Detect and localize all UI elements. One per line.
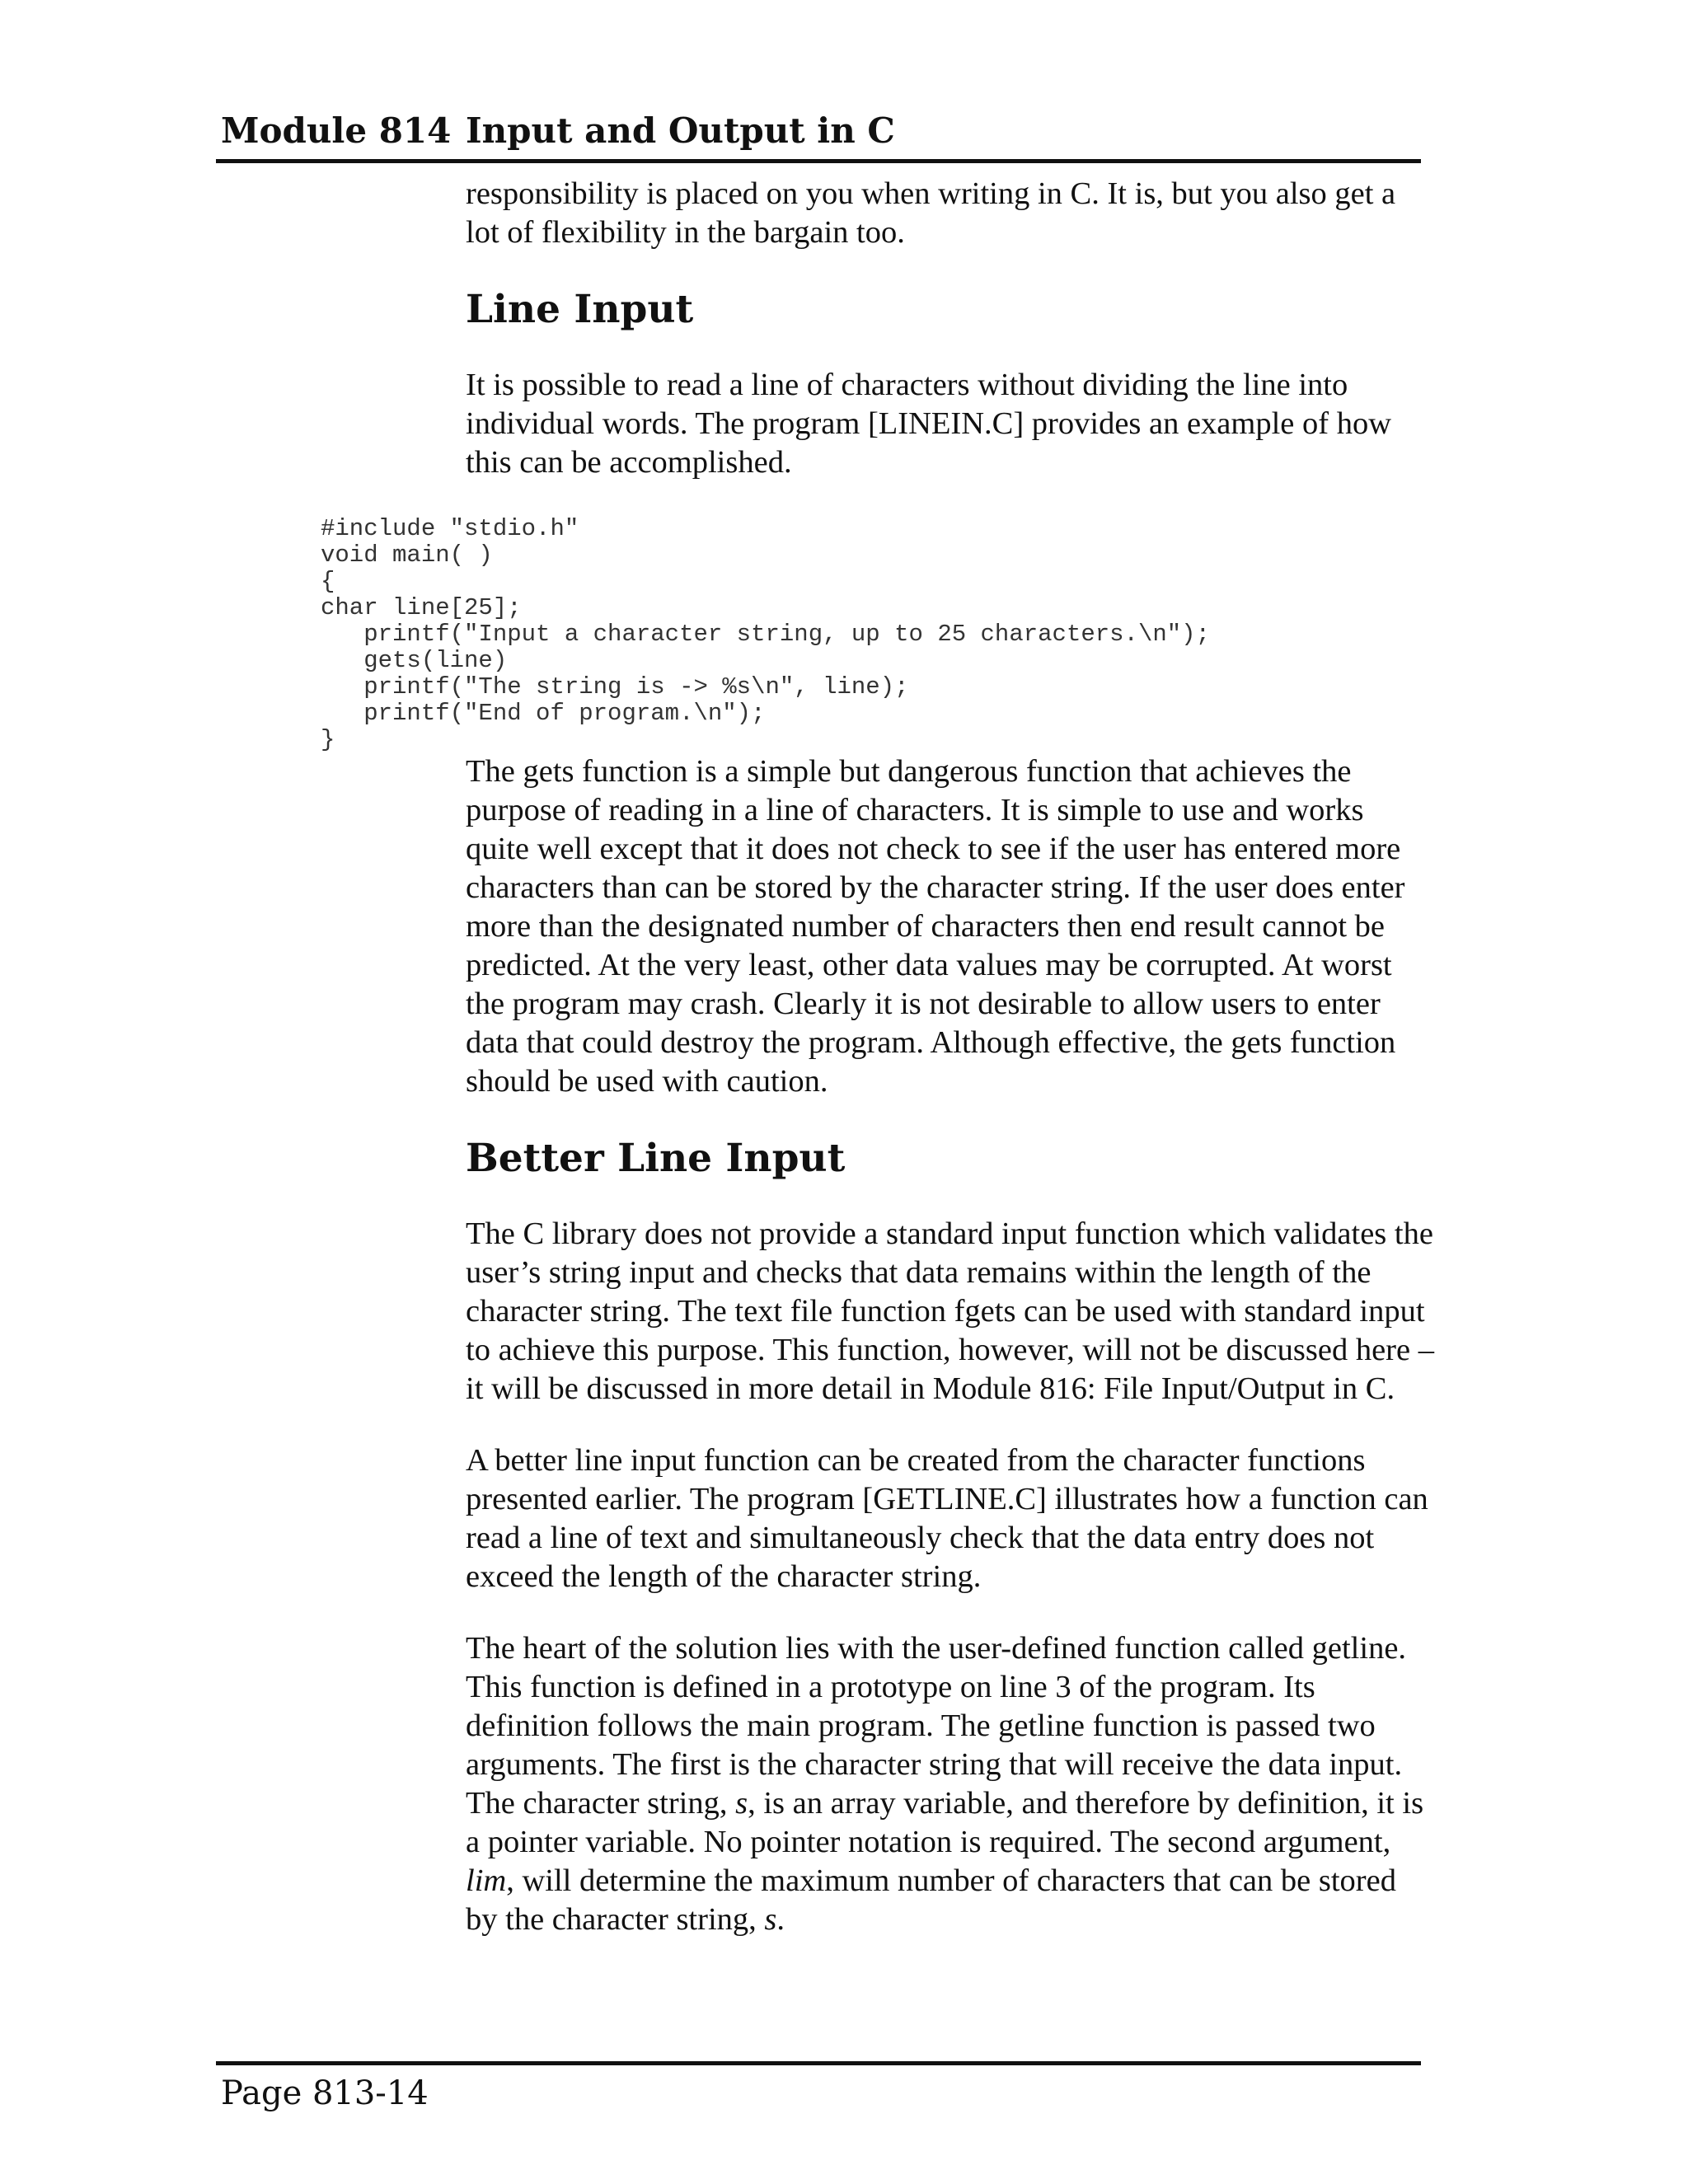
gets-paragraph: The gets function is a simple but dangerous function that achieves the purpose of reading in a line of characters. It is simple to use and works quite well except that it does not check to see if the user has entered more characters than can be stored by the character string. If the user does enter more than the designated number of characters then end result cannot be predicted. At the very least, other data values may be corrupted. At worst the program may crash. Clearly it is not desirable to allow users to enter data that could destroy the program. Although effective, the gets function should be used with caution. — [466, 754, 1405, 1099]
better-line-input-paragraph-1: The C library does not provide a standard input function which validates the user’s string input and checks that data remains within the length of the character string. The text file function fgets can be used with standard input to achieve this purpose. This function, however, will not be discussed here – it will be discussed in more detail in Module 816: File Input/Output in C. — [466, 1216, 1434, 1406]
module-title: Input and Output in C — [466, 110, 895, 151]
intro-paragraph: responsibility is placed on you when writing in C. It is, but you also get a lot of flexibility in the bargain too. — [466, 176, 1396, 250]
code-line: void main( ) — [321, 541, 493, 569]
paragraph-text: , is an array variable, and therefore by definition, it is a pointer variable. No pointer notation is required. The second argument, — [466, 1786, 1424, 1859]
code-line: } — [321, 726, 335, 753]
better-line-input-heading: Better Line Input — [466, 1136, 846, 1181]
better-line-input-paragraph-2: A better line input function can be created from the character functions presented earlier. The program [GETLINE.C] illustrates how a function can read a line of text and simultaneously check that the data entry does not exceed the length of the character string. — [466, 1443, 1428, 1594]
page-number: Page 813-14 — [221, 2074, 429, 2112]
line-input-paragraph: It is possible to read a line of characters without dividing the line into individual words. The program [LINEIN.C] provides an example of how this can be accomplished. — [466, 368, 1392, 480]
intro-section — [466, 175, 1434, 515]
code-listing — [321, 516, 1210, 753]
main-section — [466, 752, 1434, 1972]
paragraph-text: . — [776, 1902, 785, 1937]
line-input-heading: Line Input — [466, 287, 694, 332]
variable-s: s — [735, 1786, 748, 1821]
variable-lim: lim — [466, 1863, 507, 1898]
paragraph-text: The heart of the solution lies with the user-defined function called getline. This function is defined in a prototype on line 3 of the program. Its definition follows the main program. The getline function is passed two arguments. The first is the character string that will receive the data input. The character string, — [466, 1631, 1407, 1821]
page-header — [221, 105, 1424, 157]
code-line: gets(line) — [321, 647, 508, 674]
code-line: char line[25]; — [321, 594, 522, 621]
variable-s: s — [764, 1902, 777, 1937]
header-rule — [216, 159, 1421, 163]
footer-rule — [216, 2061, 1421, 2065]
code-line: { — [321, 568, 335, 595]
better-line-input-paragraph-3 — [466, 1629, 1434, 1939]
module-number: Module 814 — [221, 110, 452, 151]
code-line: #include "stdio.h" — [321, 515, 579, 542]
code-line: printf("Input a character string, up to 25 characters.\n"); — [321, 621, 1210, 648]
code-line: printf("The string is -> %s\n", line); — [321, 673, 909, 701]
code-line: printf("End of program.\n"); — [321, 700, 766, 727]
paragraph-text: , will determine the maximum number of characters that can be stored by the character string, — [466, 1863, 1396, 1937]
